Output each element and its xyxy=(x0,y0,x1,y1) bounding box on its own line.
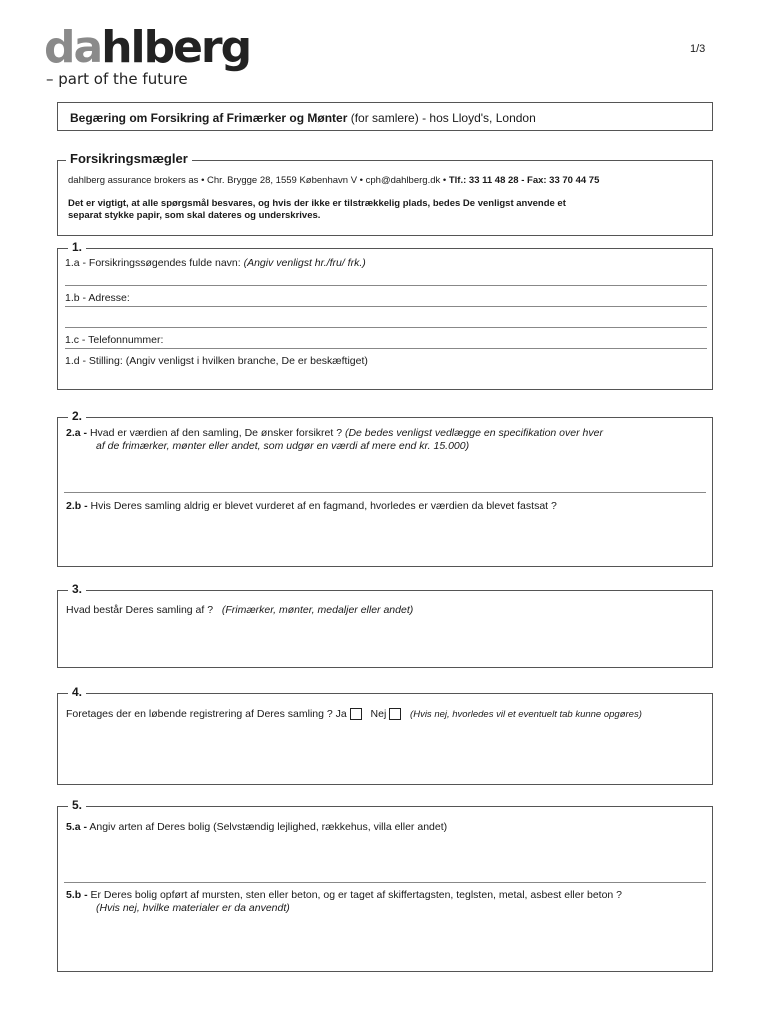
q2a-text: Hvad er værdien af den samling, De ønsker forsikret ? xyxy=(89,427,343,439)
q3-hint: (Frimærker, mønter, medaljer eller andet) xyxy=(221,604,414,616)
q3-text: Hvad består Deres samling af ? xyxy=(66,604,214,616)
q2b-label xyxy=(66,500,557,512)
q2a-hint-1: (De bedes venligst vedlægge en specifikation over hver xyxy=(344,427,603,439)
q2b-number: 2.b - xyxy=(66,500,88,512)
page-number: 1/3 xyxy=(690,43,706,55)
q1a-answer-line[interactable] xyxy=(65,285,707,286)
q1c-answer-line[interactable] xyxy=(65,348,707,349)
notice-line2: separat stykke papir, som skal dateres og underskrives. xyxy=(68,210,321,221)
q2a-number: 2.a - xyxy=(66,427,88,439)
section-1 xyxy=(57,240,713,390)
q2a-hint-2: af de frimærker, mønter eller andet, som udgør en værdi af mere end kr. 15.000) xyxy=(96,440,470,452)
q2b-text: Hvis Deres samling aldrig er blevet vurderet af en fagmand, hvorledes er værdien da blevet fastsat ? xyxy=(90,500,557,512)
page-title xyxy=(70,111,536,125)
q3-label xyxy=(66,604,413,616)
q1a-label xyxy=(65,257,366,269)
q5a-label xyxy=(66,821,447,833)
title-box xyxy=(57,102,713,131)
q4-no-label: Nej xyxy=(370,708,387,720)
q4-yes-label: Ja xyxy=(335,708,347,720)
q5b-text: Er Deres bolig opført af mursten, sten eller beton, og er taget af skiffertagsten, teglsten, metal, asbest eller beton ? xyxy=(90,889,623,901)
broker-address: dahlberg assurance brokers as • Chr. Brygge 28, 1559 København V • cph@dahlberg.dk • xyxy=(68,175,447,186)
q1b-answer-line-1[interactable] xyxy=(65,306,707,307)
q5b-number: 5.b - xyxy=(66,889,88,901)
q4-no-checkbox[interactable] xyxy=(389,708,401,720)
q1d-label: 1.d - Stilling: (Angiv venligst i hvilken branche, De er beskæftiget) xyxy=(65,355,368,367)
q5a-answer-line[interactable] xyxy=(64,882,706,883)
q4-text: Foretages der en løbende registrering af Deres samling ? xyxy=(66,708,333,720)
broker-phone: Tlf.: 33 11 48 28 - Fax: 33 70 44 75 xyxy=(448,175,600,186)
section-4-legend: 4. xyxy=(68,685,86,699)
q4-hint: (Hvis nej, hvorledes vil et eventuelt tab kunne opgøres) xyxy=(410,709,642,720)
logo-tagline: – part of the future xyxy=(46,70,188,88)
q1a-text: 1.a - Forsikringssøgendes fulde navn: xyxy=(65,257,241,269)
section-4 xyxy=(57,685,713,785)
section-2-legend: 2. xyxy=(68,409,86,423)
dahlberg-logo xyxy=(44,22,251,73)
q1c-label: 1.c - Telefonnummer: xyxy=(65,334,164,346)
section-1-legend: 1. xyxy=(68,240,86,254)
title-bold: Begæring om Forsikring af Frimærker og Mønter xyxy=(70,111,348,125)
q5b-hint: (Hvis nej, hvilke materialer er da anvendt) xyxy=(96,902,290,914)
broker-address-line xyxy=(68,175,599,186)
q5a-text: Angiv arten af Deres bolig (Selvstændig lejlighed, rækkehus, villa eller andet) xyxy=(89,821,448,833)
q4-label xyxy=(66,708,642,720)
q1b-answer-line-2[interactable] xyxy=(65,327,707,328)
logo-part2: hlberg xyxy=(101,22,251,73)
broker-legend: Forsikringsmægler xyxy=(66,151,192,166)
section-3 xyxy=(57,582,713,668)
q1a-hint: (Angiv venligst hr./fru/ frk.) xyxy=(243,257,366,269)
q4-yes-checkbox[interactable] xyxy=(350,708,362,720)
notice-line1: Det er vigtigt, at alle spørgsmål besvares, og hvis der ikke er tilstrækkelig plads, bedes De venligst anvende et xyxy=(68,198,566,209)
q5a-number: 5.a - xyxy=(66,821,88,833)
q1b-label: 1.b - Adresse: xyxy=(65,292,130,304)
title-normal: (for samlere) - hos Lloyd's, London xyxy=(350,111,536,125)
section-3-legend: 3. xyxy=(68,582,86,596)
q2a-label xyxy=(66,427,603,439)
logo-part1: da xyxy=(44,22,102,73)
section-5-legend: 5. xyxy=(68,798,86,812)
q5b-label xyxy=(66,889,622,901)
q2a-answer-line[interactable] xyxy=(64,492,706,493)
